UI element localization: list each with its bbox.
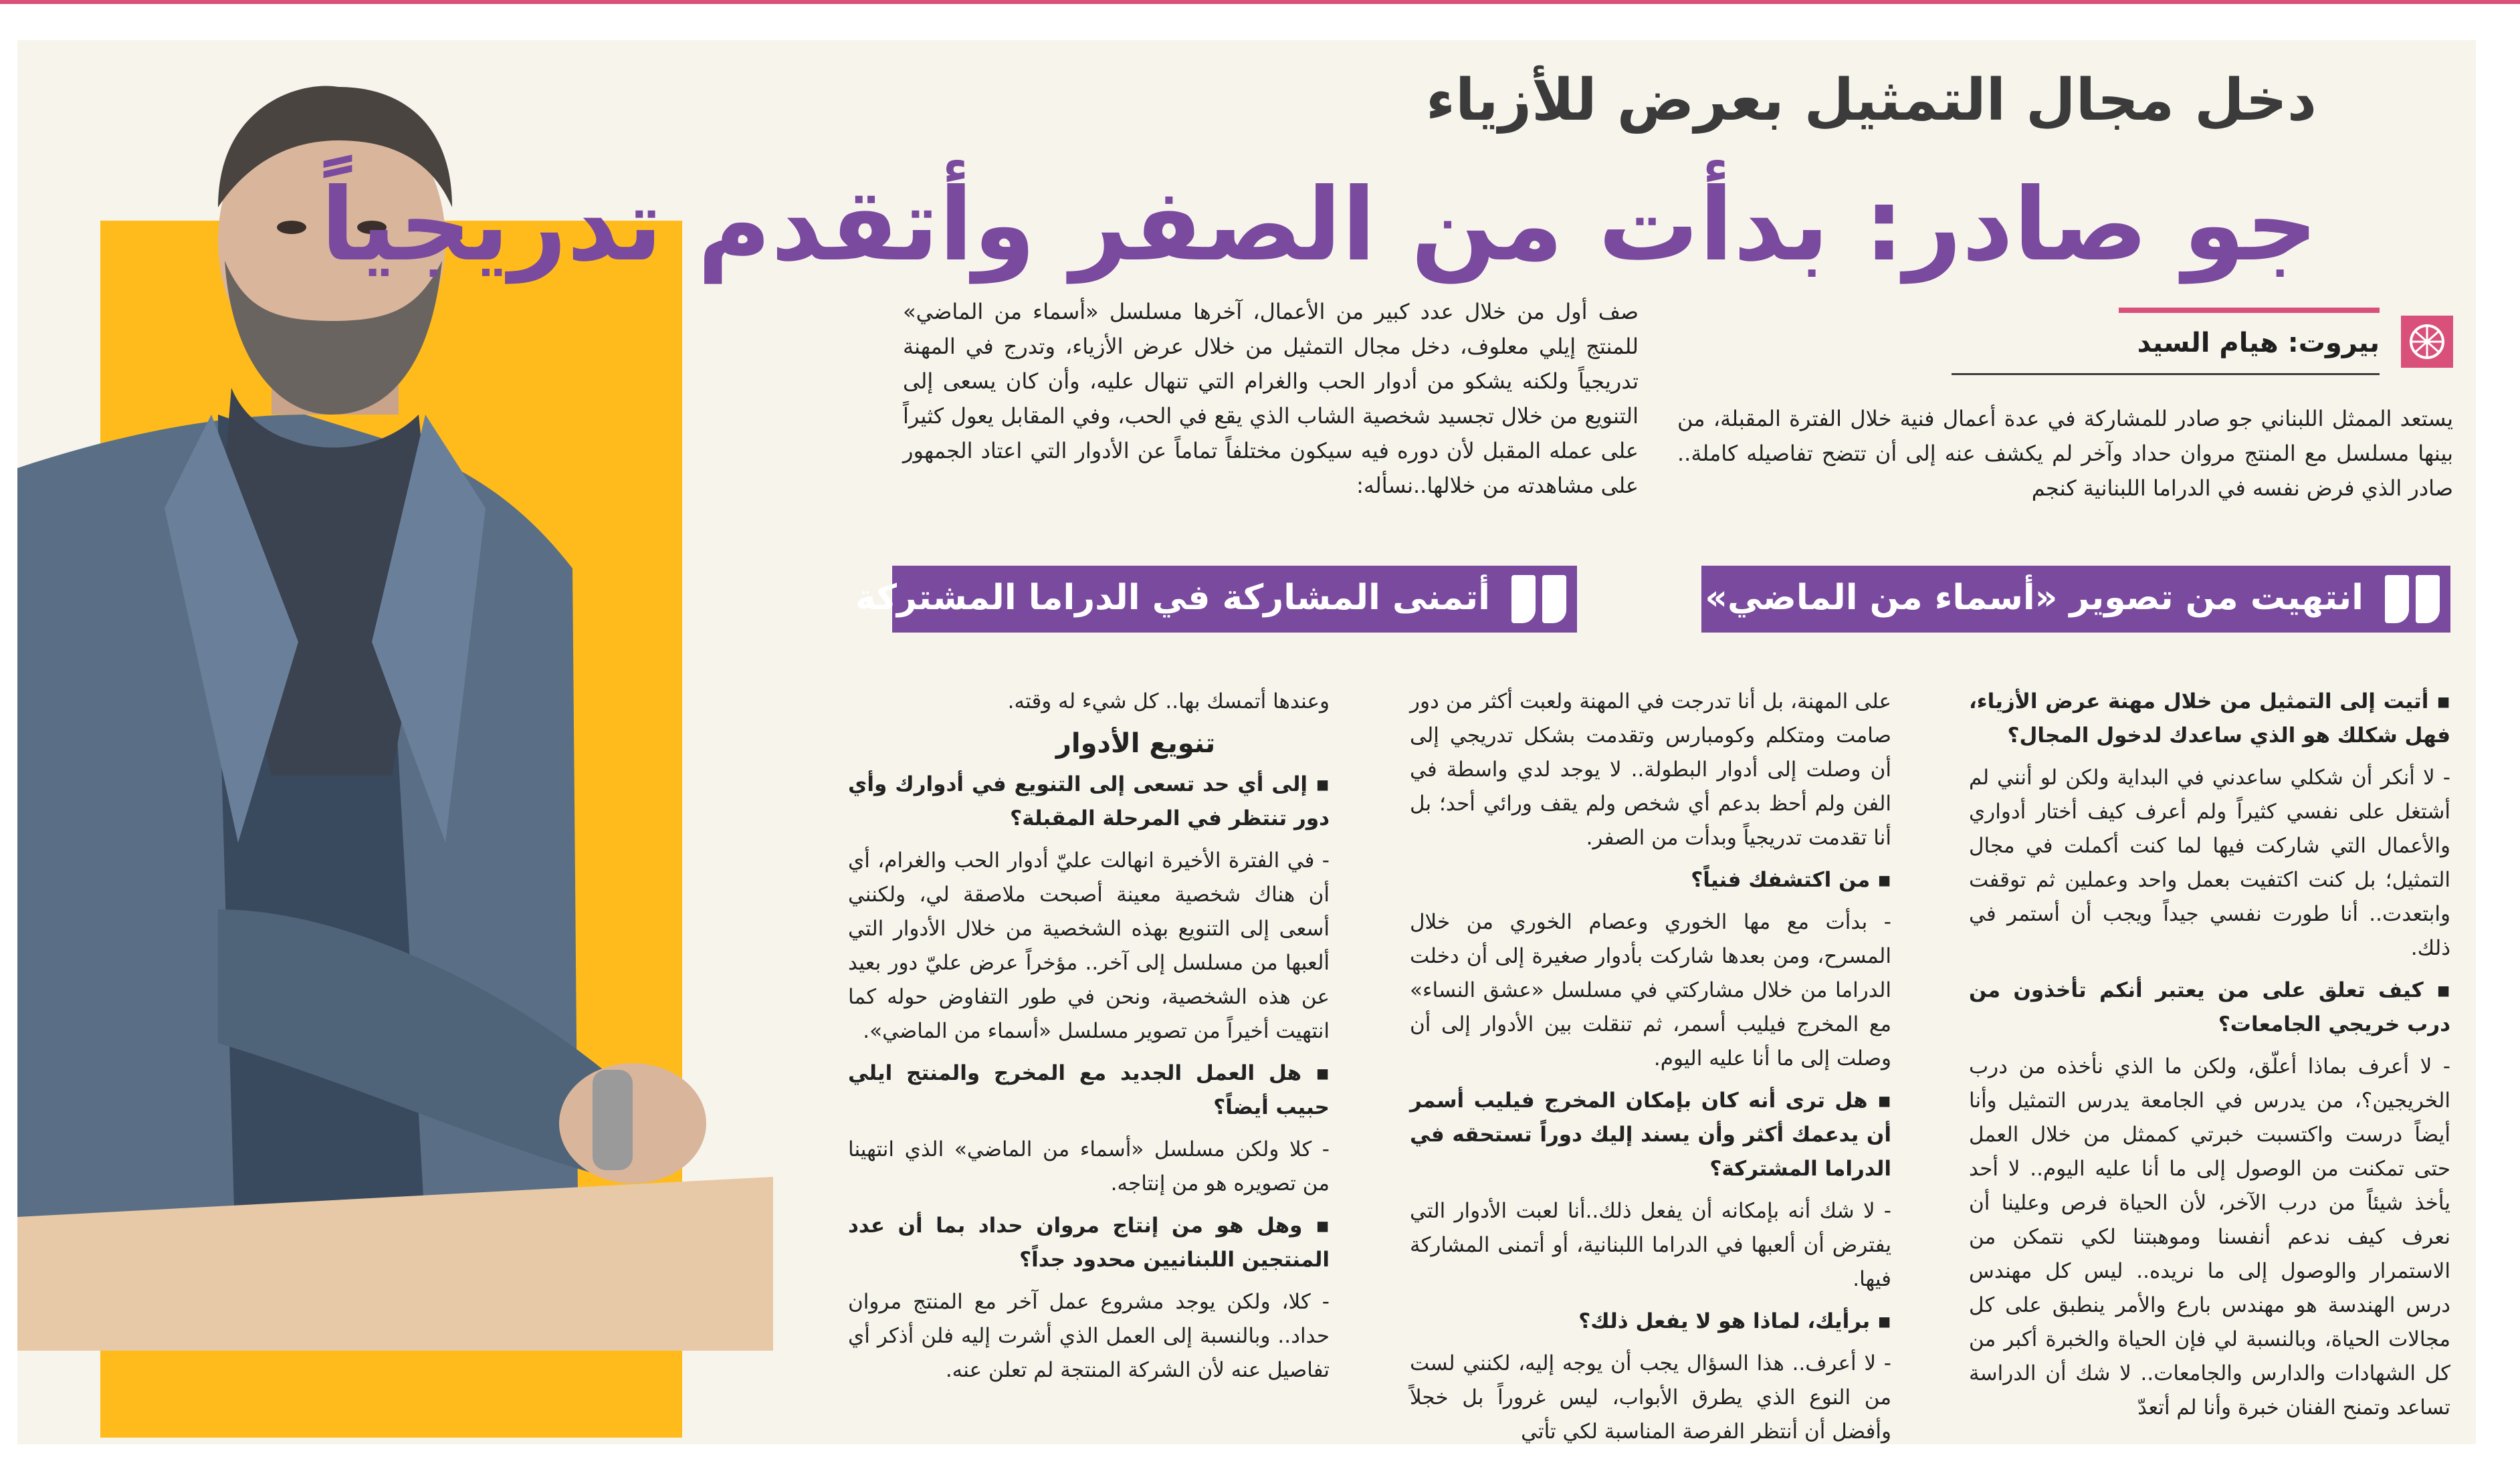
text-column-2 (1410, 685, 1891, 1457)
question: ▪ أتيت إلى التمثيل من خلال مهنة عرض الأزياء، فهل شكلك هو الذي ساعدك لدخول المجال؟ (1969, 689, 2450, 748)
subheading: تنويع الأدوار (1055, 728, 1216, 759)
text-column-1 (1969, 685, 2450, 1433)
pull-quote-text: أتمنى المشاركة في الدراما المشتركة (855, 578, 1490, 618)
question: ▪ وهل هو من إنتاج مروان حداد بما أن عدد المنتجين اللبنانيين محدود جداً؟ (848, 1214, 1330, 1272)
byline: بيروت: هيام السيد (2137, 328, 2380, 358)
answer: - في الفترة الأخيرة انهالت عليّ أدوار الحب والغرام، أي أن هناك شخصية معينة أصبحت ملاصقة لي، ولكنني أسعى إلى التنويع بهذه الشخصية من خلال الأدوار التي ألعبها من مسلسل إلى آخر.. مؤخراً عرض عليّ دور بعيد عن هذه الشخصية، ونحن في طور التفاوض حوله كما انتهيت أخيراً من تصوير مسلسل «أسماء من الماضي». (848, 849, 1330, 1043)
intro-paragraph: يستعد الممثل اللبناني جو صادر للمشاركة في عدة أعمال فنية خلال الفترة المقبلة، من بينها مسلسل مع المنتج مروان حداد وآخر لم يكشف عنه إلى أن تتضح تفاصيله كاملة.. صادر الذي فرض نفسه في الدراما اللبنانية كنجم (1677, 406, 2453, 501)
question: ▪ من اكتشفك فنياً؟ (1691, 868, 1891, 892)
pull-quote-banner-1 (1701, 566, 2450, 633)
byline-underline (1952, 373, 2380, 375)
question: ▪ برأيك، لماذا هو لا يفعل ذلك؟ (1578, 1309, 1891, 1333)
pull-quote-banner-2 (855, 566, 1577, 633)
deck-paragraph: صف أول من خلال عدد كبير من الأعمال، آخرها مسلسل «أسماء من الماضي» للمنتج إيلي معلوف، دخل مجال التمثيل من خلال عرض الأزياء، وتدرج في المهنة تدريجياً ولكنه يشكو من أدوار الحب والغرام التي تنهال عليه، وأن كان يسعى إلى التنويع من خلال تجسيد شخصية الشاب الذي يقع في الحب، وفي المقابل يعول كثيراً على عمله المقبل لأن دوره فيه سيكون مختلفاً تماماً عن الأدوار التي اعتاد الجمهور على مشاهدته من خلالها..نسأله: (903, 299, 1639, 498)
answer: - كلا، ولكن يوجد مشروع عمل آخر مع المنتج مروان حداد.. وبالنسبة إلى العمل الذي أشرت إليه فلن أذكر أي تفاصيل عنه لأن الشركة المنتجة لم تعلن عنه. (848, 1290, 1330, 1382)
byline-accent-rule (2119, 308, 2380, 313)
byline-block (1945, 308, 2453, 381)
answer: وعندها أتمسك بها.. كل شيء له وقته. (1007, 689, 1330, 713)
answer: - كلا ولكن مسلسل «أسماء من الماضي» الذي انتهينا من تصويره هو من إنتاجه. (848, 1137, 1330, 1196)
answer: - لا أعرف.. هذا السؤال يجب أن يوجه إليه، لكنني لست من النوع الذي يطرق الأبواب، ليس غروراً بل خجلاً وأفضل أن أنتظر الفرصة المناسبة لكي تأتي (1410, 1351, 1891, 1444)
question: ▪ هل ترى أنه كان بإمكان المخرج فيليب أسمر أن يدعمك أكثر وأن يسند إليك دوراً تستحقه في الدراما المشتركة؟ (1410, 1089, 1891, 1181)
answer: على المهنة، بل أنا تدرجت في المهنة ولعبت أكثر من دور صامت ومتكلم وكومبارس وتقدمت بشكل تدريجي إلى أن وصلت إلى أدوار البطولة.. لا يوجد لدي واسطة في الفن ولم أحظ بدعم أي شخص ولم يقف ورائي أحد؛ بل أنا تقدمت تدريجياً وبدأت من الصفر. (1410, 689, 1891, 850)
article-kicker: دخل مجال التمثيل بعرض للأزياء (1426, 67, 2317, 134)
top-accent-rule (0, 0, 2520, 4)
answer: - لا شك أنه بإمكانه أن يفعل ذلك..أنا لعبت الأدوار التي يفترض أن ألعبها في الدراما اللبنانية، أو أتمنى المشاركة فيها. (1410, 1199, 1891, 1291)
quote-mark-icon (1507, 575, 1566, 623)
pull-quote-text: انتهيت من تصوير «أسماء من الماضي» (1705, 578, 2364, 618)
text-column-3 (848, 685, 1330, 1395)
answer: - بدأت مع مها الخوري وعصام الخوري من خلال المسرح، ومن بعدها شاركت بأدوار صغيرة إلى أن دخلت الدراما من خلال مشاركتي في مسلسل «عشق النساء» مع المخرج فيليب أسمر، ثم تنقلت بين الأدوار إلى أن وصلت إلى ما أنا عليه اليوم. (1410, 910, 1891, 1071)
question: ▪ هل العمل الجديد مع المخرج والمنتج ايلي حبيب أيضاً؟ (848, 1061, 1330, 1119)
quote-mark-icon (2381, 575, 2440, 623)
answer: - لا أعرف بماذا أعلّق، ولكن ما الذي نأخذه من درب الخريجين؟، من يدرس في الجامعة يدرس التمثيل وأنا أيضاً درست واكتسبت خبرتي كممثل من خلال العمل حتى تمكنت من الوصول إلى ما أنا عليه اليوم.. لا أحد يأخذ شيئاً من درب الآخر، لأن الحياة فرص وعلينا أن نعرف كيف ندعم أنفسنا وموهبتنا لكي نتمكن من الاستمرار والوصول إلى ما نريده.. ليس كل مهندس درس الهندسة هو مهندس بارع والأمر ينطبق على كل مجالات الحياة، وبالنسبة لي فإن الحياة والخبرة أكبر من كل الشهادات والدارس والجامعات.. لا شك أن الدراسة تساعد وتمنح الفنان خبرة وأنا لم أتعدّ (1969, 1054, 2450, 1420)
article-headline: جو صادر: بدأت من الصفر وأتقدم تدريجياً (320, 167, 2318, 284)
question: ▪ إلى أي حد تسعى إلى التنويع في أدوارك وأي دور تنتظر في المرحلة المقبلة؟ (848, 772, 1330, 830)
answer: - لا أنكر أن شكلي ساعدني في البداية ولكن لو أنني لم أشتغل على نفسي كثيراً ولم أعرف كيف أختار أدواري والأعمال التي شاركت فيها لما كنت أكملت في مجال التمثيل؛ بل كنت اكتفيت بعمل واحد وعملين ثم توقفت وابتعدت.. أنا طورت نفسي جيداً ويجب أن أستمر في ذلك. (1969, 766, 2450, 960)
publication-globe-icon (2401, 316, 2453, 368)
question: ▪ كيف تعلق على من يعتبر أنكم تأخذون من درب خريجي الجامعات؟ (1969, 978, 2450, 1036)
